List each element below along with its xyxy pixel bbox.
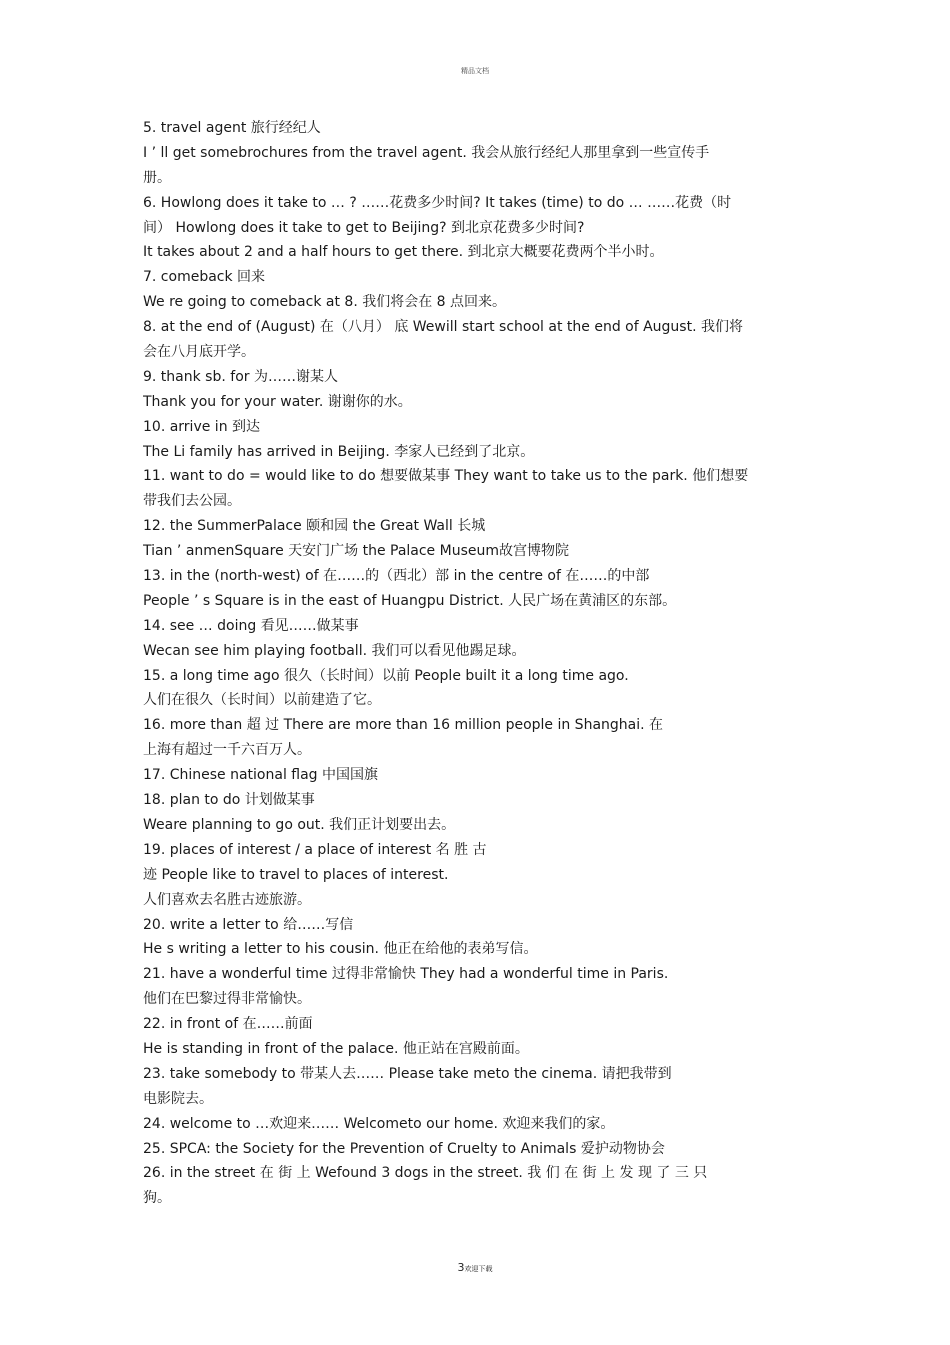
text-line: 会在八月底开学。	[143, 344, 255, 361]
text-line: 12. the SummerPalace 颐和园 the Great Wall 长城	[143, 518, 486, 535]
text-line: 16. more than 超 过 There are more than 16 million people in Shanghai. 在	[143, 717, 664, 734]
text-line: 5. travel agent 旅行经纪人	[143, 120, 321, 136]
text-line: 册。	[143, 169, 171, 186]
text-line: 8. at the end of (August) 在（八月） 底 Wewill start school at the end of August. 我们将	[143, 319, 743, 336]
text-line: We re going to comeback at 8. 我们将会在 8 点回来。	[143, 294, 507, 311]
page-header: 精品文档	[461, 67, 489, 75]
text-line: It takes about 2 and a half hours to get there. 到北京大概要花费两个半小时。	[143, 244, 664, 261]
text-line: Tian ’ anmenSquare 天安门广场 the Palace Museum故宫博物院	[143, 543, 569, 560]
text-line: 17. Chinese national flag 中国国旗	[143, 767, 379, 784]
text-line: 电影院去。	[143, 1090, 213, 1107]
text-line: 狗。	[143, 1190, 171, 1207]
text-line: 10. arrive in 到达	[143, 418, 261, 435]
text-line: He is standing in front of the palace. 他正站在宫殿前面。	[143, 1040, 529, 1057]
text-line: He s writing a letter to his cousin. 他正在给他的表弟写信。	[143, 941, 538, 958]
text-line: 上海有超过一千六百万人。	[143, 742, 311, 759]
text-line: 他们在巴黎过得非常愉快。	[143, 991, 311, 1008]
text-line: The Li family has arrived in Beijing. 李家人已经到了北京。	[143, 443, 535, 460]
text-line: I ’ ll get somebrochures from the travel agent. 我会从旅行经纪人那里拿到一些宣传手	[143, 144, 710, 161]
text-line: 11. want to do = would like to do 想要做某事 They want to take us to the park. 他们想要	[143, 468, 749, 485]
text-line: Weare planning to go out. 我们正计划要出去。	[143, 816, 456, 833]
text-line: 6. Howlong does it take to … ? ……花费多少时间? It takes (time) to do … ……花费（时	[143, 194, 732, 211]
text-line: 14. see … doing 看见……做某事	[143, 617, 359, 634]
text-line: Thank you for your water. 谢谢你的水。	[143, 393, 412, 410]
text-line: 人们喜欢去名胜古迹旅游。	[143, 891, 311, 908]
footer-text: 欢迎下载	[464, 1265, 493, 1273]
text-line: 带我们去公园。	[143, 493, 241, 510]
text-line: 15. a long time ago 很久（长时间）以前 People built it a long time ago.	[143, 667, 629, 684]
text-line: 23. take somebody to 带某人去…… Please take meto the cinema. 请把我带到	[143, 1065, 672, 1082]
text-line: 13. in the (north-west) of 在……的（西北）部 in the centre of 在……的中部	[143, 568, 650, 585]
text-line: 7. comeback 回来	[143, 269, 266, 286]
text-line: 21. have a wonderful time 过得非常愉快 They had a wonderful time in Paris.	[143, 966, 669, 983]
text-line: 24. welcome to …欢迎来…… Welcometo our home. 欢迎来我们的家。	[143, 1115, 615, 1132]
text-line: People ’ s Square is in the east of Huangpu District. 人民广场在黄浦区的东部。	[143, 592, 677, 609]
page-footer	[0, 1261, 950, 1274]
page-number: 3	[457, 1261, 465, 1274]
text-line: 迹 People like to travel to places of interest.	[143, 866, 449, 883]
text-line: Wecan see him playing football. 我们可以看见他踢足球。	[143, 642, 526, 659]
text-line: 20. write a letter to 给……写信	[143, 916, 354, 933]
text-line: 间） Howlong does it take to get to Beijing? 到北京花费多少时间?	[143, 219, 585, 236]
text-line: 22. in front of 在……前面	[143, 1016, 313, 1033]
text-line: 18. plan to do 计划做某事	[143, 792, 315, 809]
text-line: 9. thank sb. for 为……谢某人	[143, 368, 338, 385]
text-line: 19. places of interest / a place of interest 名 胜 古	[143, 841, 487, 858]
text-line: 26. in the street 在 街 上 Wefound 3 dogs in the street. 我 们 在 街 上 发 现 了 三 只	[143, 1165, 708, 1182]
document-body	[143, 116, 808, 1211]
text-line: 人们在很久（长时间）以前建造了它。	[143, 692, 381, 709]
text-line: 25. SPCA: the Society for the Prevention of Cruelty to Animals 爱护动物协会	[143, 1140, 665, 1157]
